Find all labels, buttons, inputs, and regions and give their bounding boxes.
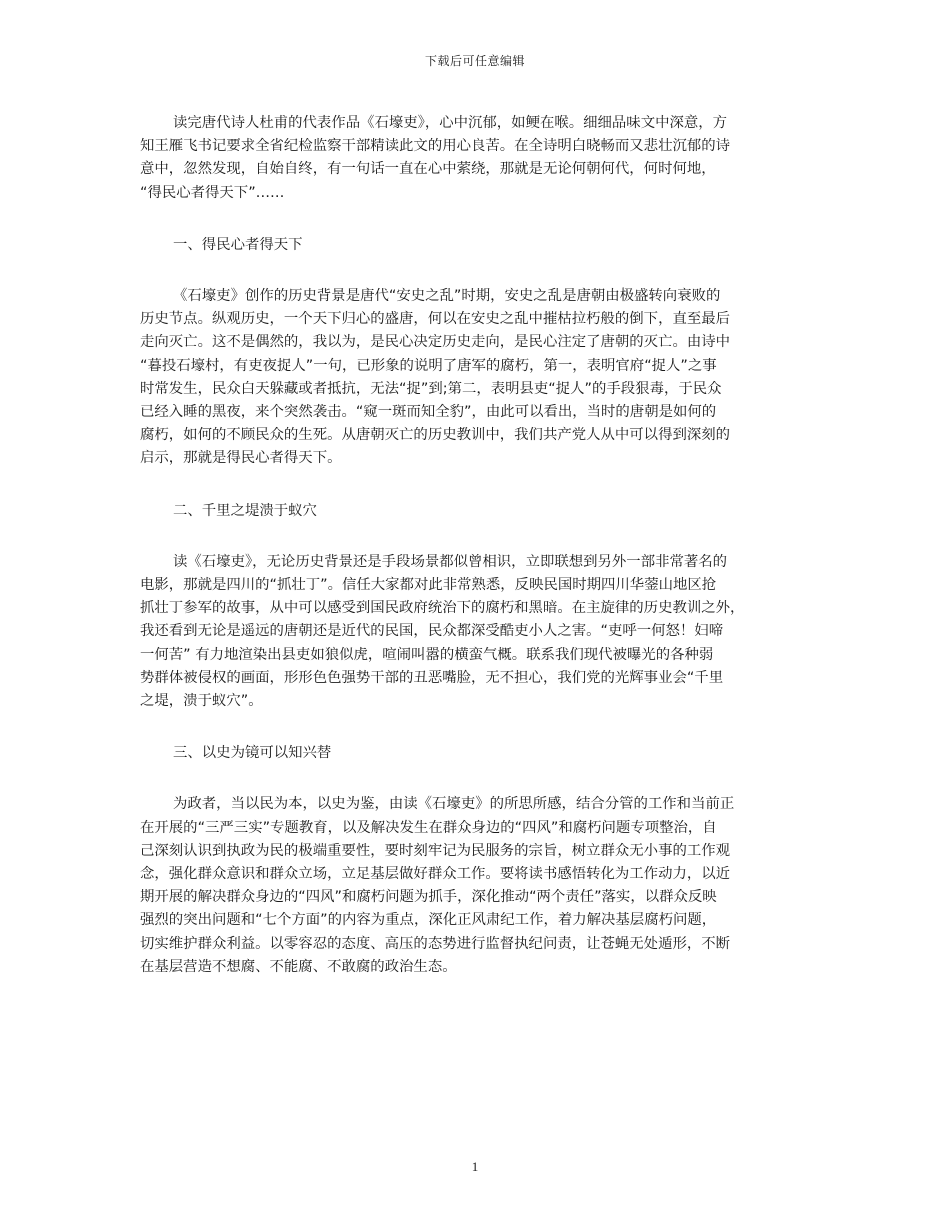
- text-line: 在基层营造不想腐、不能腐、不敢腐的政治生态。: [140, 958, 457, 975]
- document-body: [140, 112, 820, 1008]
- section-heading-2: 二、千里之堤溃于蚁穴: [173, 502, 317, 519]
- text-line: 强烈的突出问题和“七个方面”的内容为重点，深化正风肃纪工作，着力解决基层腐朽问题，: [140, 912, 717, 929]
- text-line: 切实维护群众利益。以零容忍的态度、高压的态势进行监督执纪问责，让苍蝇无处遁形，不断: [140, 935, 731, 952]
- intro-paragraph: [140, 112, 820, 205]
- text-line: 读《石壕吏》，无论历史背景还是手段场景都似曾相识，立即联想到另外一部非常著名的: [173, 553, 728, 570]
- section-2-paragraph: [140, 551, 820, 713]
- text-line: 一何苦” 有力地渲染出县吏如狼似虎，喧闹叫嚣的横蛮气概。联系我们现代被曝光的各种弱: [140, 646, 714, 663]
- text-line: 已经入睡的黑夜，来个突然袭击。“窥一斑而知全豹”，由此可以看出，当时的唐朝是如何的: [140, 404, 717, 421]
- section-1-paragraph: [140, 285, 820, 471]
- text-line: 我还看到无论是遥远的唐朝还是近代的民国，民众都深受酷吏小人之害。“吏呼一何怒！妇啼: [140, 623, 724, 640]
- text-line: 《石壕吏》创作的历史背景是唐代“安史之乱”时期，安史之乱是唐朝由极盛转向衰败的: [173, 288, 721, 305]
- section-heading-1: 一、得民心者得天下: [173, 236, 303, 253]
- text-line: 读完唐代诗人杜甫的代表作品《石壕吏》，心中沉郁，如鲠在喉。细细品味文中深意，方: [173, 115, 728, 131]
- text-line: 腐朽，如何的不顾民众的生死。从唐朝灭亡的历史教训中，我们共产党人从中可以得到深刻的: [140, 427, 731, 444]
- text-line: 电影，那就是四川的“抓壮丁”。信任大家都对此非常熟悉，反映民国时期四川华蓥山地区抢: [140, 577, 717, 594]
- text-line: 意中，忽然发现，自始自终，有一句话一直在心中萦绕，那就是无论何朝何代，何时何地，: [140, 161, 716, 178]
- text-line: 时常发生，民众白天躲藏或者抵抗，无法“捉”到;第二，表明县吏“捉人”的手段狠毒，于民众: [140, 380, 722, 397]
- text-line: 在开展的“三严三实”专题教育，以及解决发生在群众身边的“四风”和腐朽问题专项整治，自: [140, 819, 717, 836]
- text-line: 走向灭亡。这不是偶然的，我以为，是民心决定历史走向，是民心注定了唐朝的灭亡。由诗中: [140, 334, 731, 351]
- page-header: 下载后可任意编辑: [424, 54, 525, 68]
- text-line: 启示，那就是得民心者得天下。: [140, 450, 342, 467]
- text-line: 己深刻认识到执政为民的极端重要性，要时刻牢记为民服务的宗旨，树立群众无小事的工作观: [140, 842, 731, 859]
- text-line: 历史节点。纵观历史，一个天下归心的盛唐，何以在安史之乱中摧枯拉朽般的倒下，直至最后: [140, 311, 731, 328]
- text-line: 知王雁飞书记要求全省纪检监察干部精读此文的用心良苦。在全诗明白晓畅而又悲壮沉郁的诗: [140, 138, 731, 155]
- text-line: 势群体被侵权的画面，形形色色强势干部的丑恶嘴脸，无不担心，我们党的光辉事业会“千里: [140, 669, 724, 686]
- text-line: “暮投石壕村，有吏夜捉人”一句，已形象的说明了唐军的腐朽，第一，表明官府“捉人”之事: [140, 357, 717, 374]
- text-line: 为政者，当以民为本，以史为鉴，由读《石壕吏》的所思所感，结合分管的工作和当前正: [173, 796, 735, 813]
- text-line: “得民心者得天下”……: [140, 184, 285, 201]
- page-number: 1: [471, 1159, 479, 1174]
- text-line: 念，强化群众意识和群众立场，立足基层做好群众工作。要将读书感悟转化为工作动力，以近: [140, 866, 731, 883]
- text-line: 期开展的解决群众身边的“四风”和腐朽问题为抓手，深化推动“两个责任”落实，以群众反映: [140, 889, 717, 906]
- text-line: 抓壮丁参军的故事，从中可以感受到国民政府统治下的腐朽和黑暗。在主旋律的历史教训之外，: [140, 600, 745, 617]
- section-3-paragraph: [140, 793, 820, 979]
- text-line: 之堤，溃于蚁穴”。: [140, 693, 263, 710]
- section-heading-3: 三、以史为镜可以知兴替: [173, 745, 332, 762]
